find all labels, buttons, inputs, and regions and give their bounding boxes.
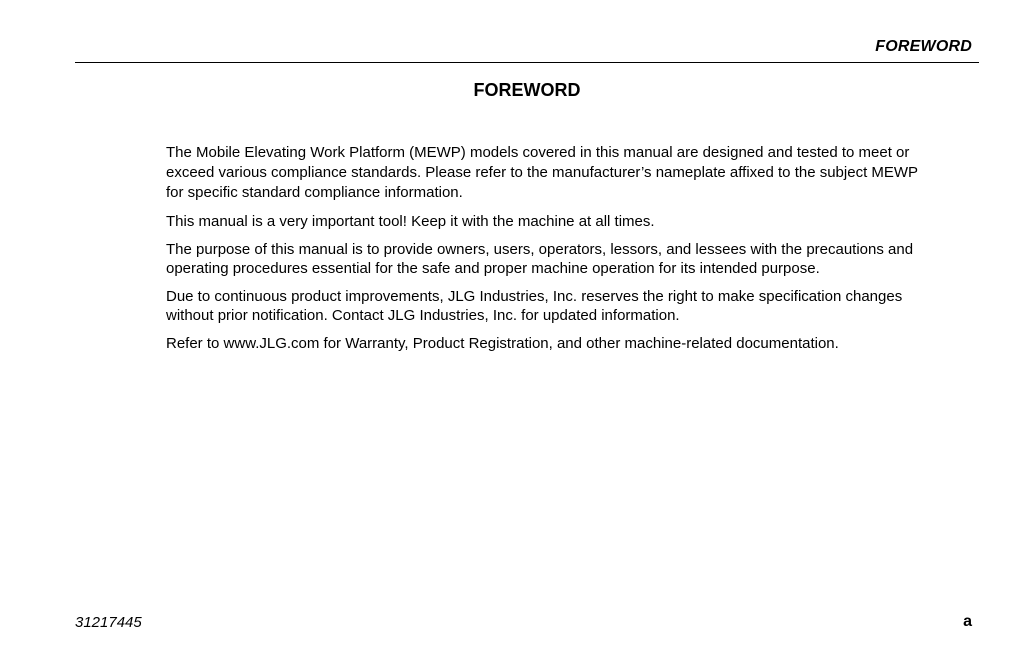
footer-page-number: a — [963, 613, 972, 630]
footer-document-number: 31217445 — [75, 614, 142, 631]
paragraph-product-improvements: Due to continuous product improvements, JLG Industries, Inc. reserves the right to make specification changes without prior notification. Contact JLG Industries, Inc. for updated information. — [166, 288, 903, 324]
foreword-body — [166, 143, 930, 362]
paragraph-website-reference: Refer to www.JLG.com for Warranty, Product Registration, and other machine-related documentation. — [166, 335, 839, 352]
header-rule — [75, 62, 979, 63]
paragraph-important-tool: This manual is a very important tool! Keep it with the machine at all times. — [166, 213, 655, 230]
paragraph-purpose: The purpose of this manual is to provide owners, users, operators, lessors, and lessees with the precautions and operating procedures essential for the safe and proper machine operation for its intended purpose. — [166, 241, 914, 277]
page-title: FOREWORD — [473, 80, 581, 100]
running-header-title: FOREWORD — [875, 38, 972, 55]
paragraph-compliance: The Mobile Elevating Work Platform (MEWP) models covered in this manual are designed and tested to meet or exceed various compliance standards. Please refer to the manufacturer’s nameplate affixed to the subject MEWP for specific standard compliance information. — [166, 144, 918, 201]
